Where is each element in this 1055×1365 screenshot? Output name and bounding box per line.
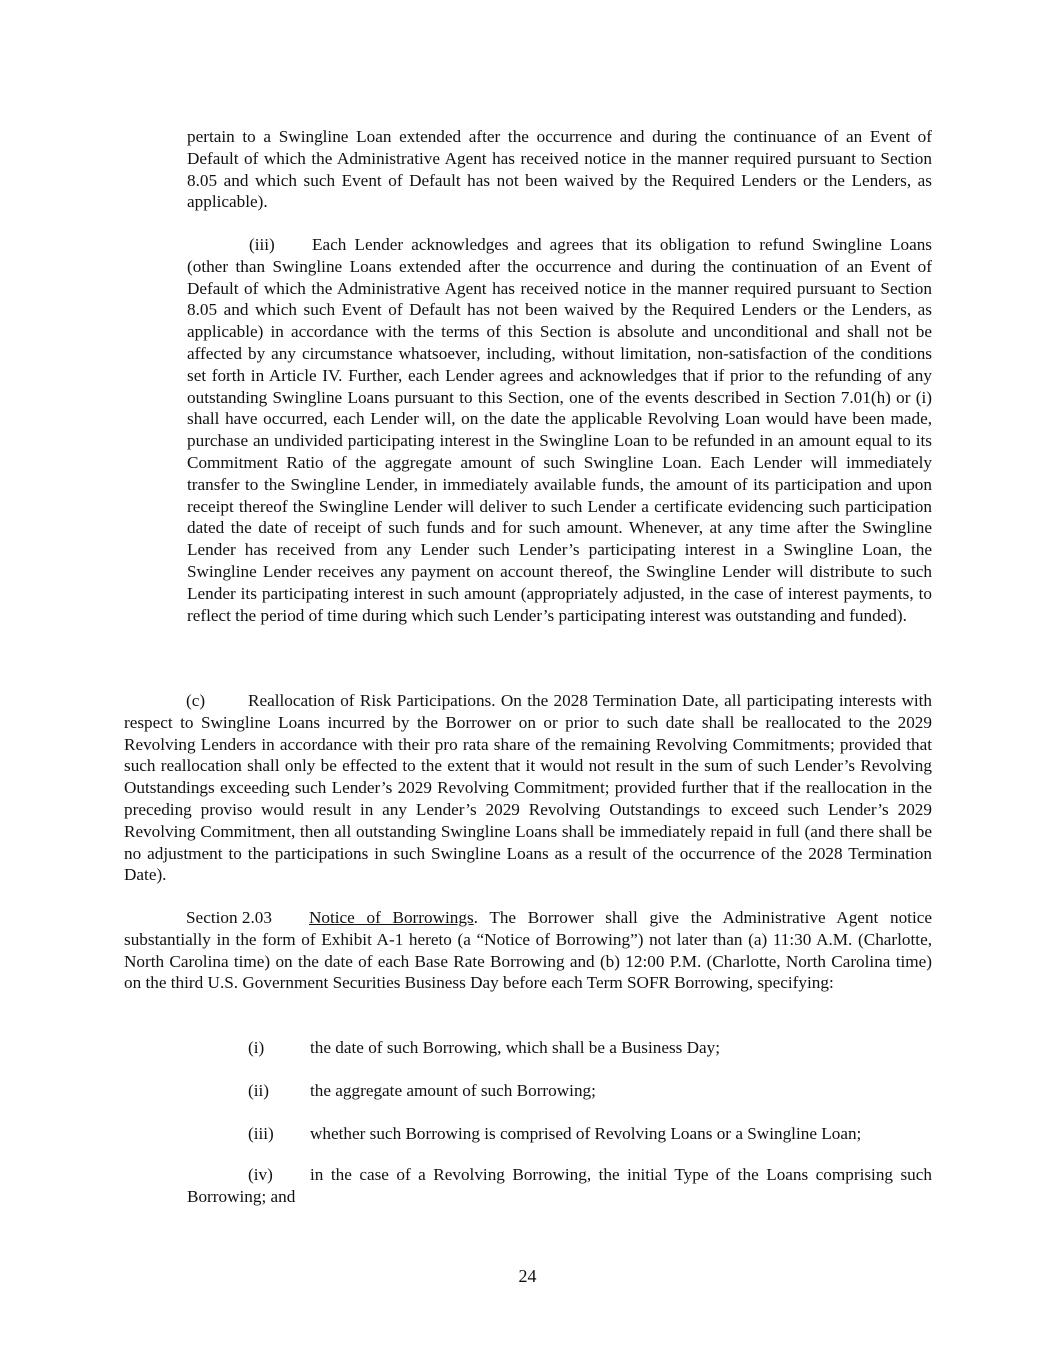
paragraph-continuation: pertain to a Swingline Loan extended after the occurrence and during the continuance of an Event of Default of which the Administrative Agent has received notice in the manner required pursuant to Section 8.05 and which such Event of Default has not been waived by the Required Lenders or the Lenders, as applicable). (187, 127, 932, 212)
paragraph-iii-text: Each Lender acknowledges and agrees that its obligation to refund Swingline Loans (other than Swingline Loans extended after the occurrence and during the continuation of an Event of Default of which the Administrative Agent has received notice in the manner required pursuant to Section 8.05 and which such Event of Default has not been waived by the Required Lenders or the Lenders, as applicable) in accordance with the terms of this Section is absolute and unconditional and shall not be affected by any circumstance whatsoever, including, without limitation, non-satisfaction of the conditions set forth in Article IV. Further, each Lender agrees and acknowledges that if prior to the refunding of any outstanding Swingline Loans pursuant to this Section, one of the events described in Section 7.01(h) or (i) shall have occurred, each Lender will, on the date the applicable Revolving Loan would have been made, purchase an undivided participating interest in the Swingline Loan to be refunded in an amount equal to its Commitment Ratio of the aggregate amount of such Swingline Loan. Each Lender will immediately transfer to the Swingline Lender, in immediately available funds, the amount of its participation and upon receipt thereof the Swingline Lender will deliver to such Lender a certificate evidencing such participation dated the date of receipt of such funds and for such amount. Whenever, at any time after the Swingline Lender has received from any Lender such Lender’s participating interest in a Swingline Loan, the Swingline Lender receives any payment on account thereof, the Swingline Lender will distribute to such Lender its participating interest in such amount (appropriately adjusted, in the case of interest payments, to reflect the period of time during which such Lender’s participating interest was outstanding and funded). (187, 235, 932, 625)
paragraph-iii-label: (iii) (249, 235, 275, 254)
list-item-text: in the case of a Revolving Borrowing, the initial Type of the Loans comprising such Borrowing; and (187, 1165, 932, 1206)
section-2-03-heading-punct: . (473, 908, 478, 927)
paragraph-c-label: (c) (186, 691, 206, 710)
section-2-03-heading: Notice of Borrowings (309, 908, 474, 927)
list-item (248, 1080, 932, 1102)
list-item-text: the date of such Borrowing, which shall be a Business Day; (310, 1038, 721, 1057)
paragraph-c (124, 690, 932, 886)
list-item-text: the aggregate amount of such Borrowing; (310, 1081, 596, 1100)
list-item-iv (187, 1164, 932, 1208)
paragraph-c-text: Reallocation of Risk Participations. On the 2028 Termination Date, all participating interests with respect to Swingline Loans incurred by the Borrower on or prior to such date shall be reallocated to the 2029 Revolving Lenders in accordance with their pro rata share of the remaining Revolving Commitments; provided that such reallocation shall only be effected to the extent that it would not result in the sum of such Lender’s Revolving Outstandings exceeding such Lender’s 2029 Revolving Commitment; provided further that if the reallocation in the preceding proviso would result in any Lender’s 2029 Revolving Outstandings to exceed such Lender’s 2029 Revolving Commitment, then all outstanding Swingline Loans shall be immediately repaid in full (and there shall be no adjustment to the participations in such Swingline Loans as a result of the occurrence of the 2028 Termination Date). (124, 691, 932, 885)
page-number: 24 (518, 1266, 537, 1286)
list-item (248, 1123, 932, 1145)
list-item-number: (ii) (248, 1081, 269, 1100)
list-item (248, 1037, 932, 1059)
list-item-number: (i) (248, 1038, 265, 1057)
section-2-03-text: The Borrower shall give the Administrative Agent notice substantially in the form of Exhibit A-1 hereto (a “Notice of Borrowing”) not later than (a) 11:30 A.M. (Charlotte, North Carolina time) on the date of each Base Rate Borrowing and (b) 12:00 P.M. (Charlotte, North Carolina time) on the third U.S. Government Securities Business Day before each Term SOFR Borrowing, specifying: (124, 908, 932, 993)
section-2-03 (124, 907, 932, 994)
list-item-number: (iii) (248, 1124, 274, 1143)
section-2-03-label: Section 2.03 (186, 908, 272, 927)
paragraph-iii (187, 234, 932, 626)
list-item-number: (iv) (248, 1165, 273, 1184)
list-item-text: whether such Borrowing is comprised of Revolving Loans or a Swingline Loan; (310, 1124, 862, 1143)
